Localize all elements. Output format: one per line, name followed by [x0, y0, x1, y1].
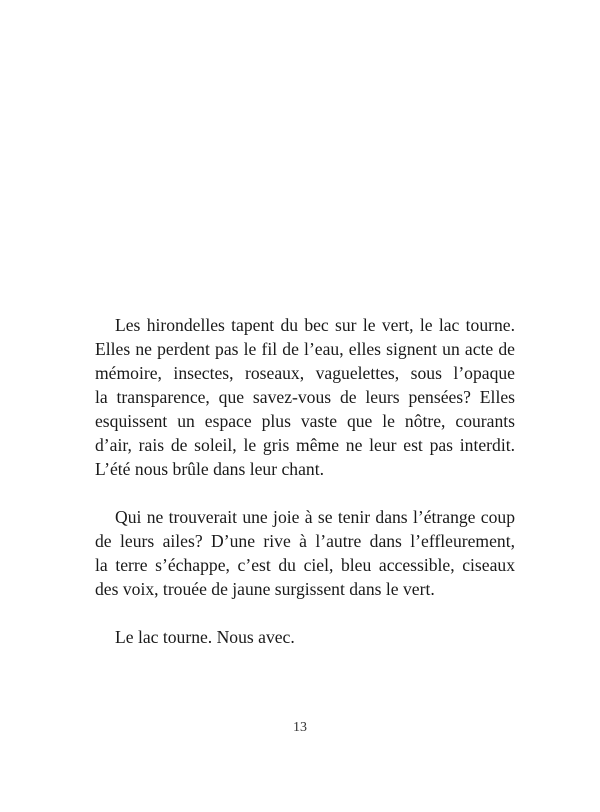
prose-text	[95, 313, 515, 649]
paragraph-spacer	[95, 481, 515, 505]
text-line: esquissent un espace plus vaste que le nôtre, courants	[95, 411, 515, 431]
paragraph-2	[95, 505, 515, 601]
text-line: Qui ne trouverait une joie à se tenir dans l’étrange coup	[115, 507, 515, 527]
text-line: mémoire, insectes, roseaux, vaguelettes, sous l’opaque	[95, 363, 515, 383]
text-line: d’air, rais de soleil, le gris même ne leur est pas interdit.	[95, 435, 515, 455]
text-line: Le lac tourne. Nous avec.	[115, 627, 295, 647]
text-line: L’été nous brûle dans leur chant.	[95, 459, 324, 479]
page-number: 13	[293, 720, 307, 735]
text-line: la terre s’échappe, c’est du ciel, bleu accessible, ciseaux	[95, 555, 515, 575]
paragraph-3	[95, 625, 515, 649]
text-line: la transparence, que savez-vous de leurs pensées? Elles	[95, 387, 515, 407]
text-line: des voix, trouée de jaune surgissent dans le vert.	[95, 579, 435, 599]
text-line: de leurs ailes? D’une rive à l’autre dans l’effleurement,	[95, 531, 515, 551]
paragraph-1	[95, 313, 515, 481]
text-line: Les hirondelles tapent du bec sur le vert, le lac tourne.	[115, 315, 515, 335]
paragraph-spacer	[95, 601, 515, 625]
text-line: Elles ne perdent pas le fil de l’eau, elles signent un acte de	[95, 339, 515, 359]
